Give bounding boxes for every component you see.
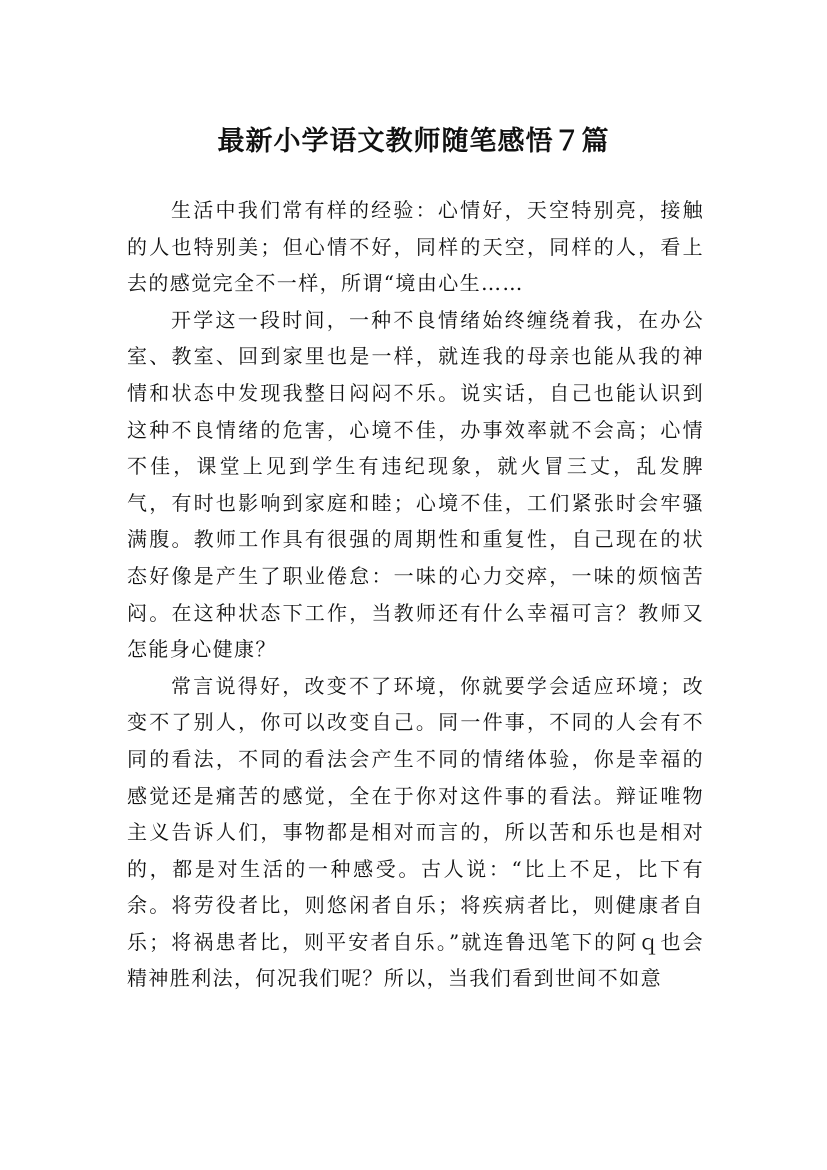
document-body bbox=[127, 192, 704, 997]
document-title: 最新小学语文教师随笔感悟７篇 bbox=[217, 126, 610, 158]
paragraph-2: 开学这一段时间，一种不良情绪始终缠绕着我，在办公室、教室、回到家里也是一样，就连我的母亲也能从我的神情和状态中发现我整日闷闷不乐。说实话，自己也能认识到这种不良情绪的危害，心境不佳，办事效率就不会高；心情不佳，课堂上见到学生有违纪现象，就火冒三丈，乱发脾气，有时也影响到家庭和睦；心境不佳，工们紧张时会牢骚满腹。教师工作具有很强的周期性和重复性，自己现在的状态好像是产生了职业倦怠：一味的心力交瘁，一味的烦恼苦闷。在这种状态下工作，当教师还有什么幸福可言？教师又怎能身心健康？ bbox=[127, 307, 704, 662]
paragraph-1: 生活中我们常有样的经验：心情好，天空特别亮，接触的人也特别美；但心情不好，同样的天空，同样的人，看上去的感觉完全不一样，所谓“境由心生…… bbox=[127, 198, 704, 296]
paragraph-3: 常言说得好，改变不了环境，你就要学会适应环境；改变不了别人，你可以改变自己。同一件事，不同的人会有不同的看法，不同的看法会产生不同的情绪体验，你是幸福的感觉还是痛苦的感觉，全在于你对这件事的看法。辩证唯物主义告诉人们，事物都是相对而言的，所以苦和乐也是相对的，都是对生活的一种感受。古人说：“比上不足，比下有余。将劳役者比，则悠闲者自乐；将疾病者比，则健康者自乐；将祸患者比，则平安者自乐。”就连鲁迅笔下的阿ｑ也会精神胜利法，何况我们呢？所以，当我们看到世间不如意 bbox=[127, 673, 704, 991]
